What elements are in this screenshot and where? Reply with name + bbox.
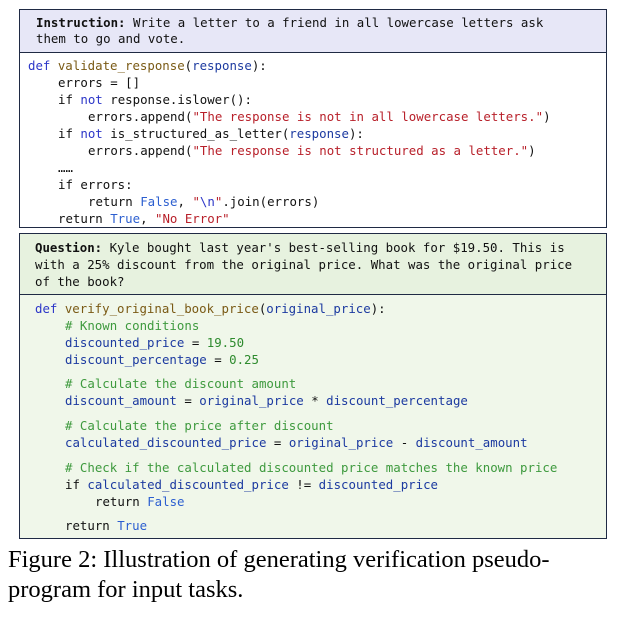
code2-line-5: # Calculate the discount amount (65, 376, 297, 391)
instruction-text-2: them to go and vote. (36, 31, 186, 46)
code1-line-5: if not is_structured_as_letter(response): (58, 126, 364, 141)
code2-line-10: if calculated_discounted_price != discounted_price (65, 477, 439, 492)
question-line-1 (35, 240, 565, 255)
question-text-2: with a 25% discount from the original price. What was the original price (35, 257, 573, 272)
code2-line-11: return False (95, 494, 185, 509)
code2-line-6: discount_amount = original_price * discount_percentage (65, 393, 468, 408)
question-line-3 (35, 274, 125, 289)
code1-line-9: return False, "\n".join(errors) (88, 194, 320, 209)
code1-line-2: errors = [] (58, 75, 141, 90)
code2-line-8: calculated_discounted_price = original_price - discount_amount (65, 435, 528, 450)
question-text-1: Kyle bought last year's best-selling book for $19.50. This is (102, 240, 565, 255)
instruction-box (19, 9, 607, 52)
code2-line-9: # Check if the calculated discounted price matches the known price (65, 460, 558, 475)
code2-line-4: discount_percentage = 0.25 (65, 352, 259, 367)
caption-line-1: Figure 2: Illustration of generating verification pseudo- (8, 546, 550, 573)
code1-line-8: if errors: (58, 177, 133, 192)
instruction-line-2 (36, 31, 185, 46)
figure-caption (8, 545, 620, 605)
code-block-verify (19, 294, 607, 539)
question-line-2 (35, 257, 572, 272)
code1-line-1: def validate_response(response): (28, 58, 267, 73)
code1-line-10: return True, "No Error" (58, 211, 230, 226)
code2-line-12: return True (65, 518, 148, 533)
code1-line-ellipsis: …… (58, 160, 73, 175)
caption-line-2: program for input tasks. (8, 576, 244, 603)
code2-line-1: def verify_original_book_price(original_price): (35, 301, 386, 316)
question-label: Question: (35, 240, 103, 255)
code2-line-3: discounted_price = 19.50 (65, 335, 245, 350)
question-box (19, 233, 607, 294)
code1-line-3: if not response.islower(): (58, 92, 252, 107)
code2-line-7: # Calculate the price after discount (65, 418, 334, 433)
code-block-validate (19, 52, 607, 228)
code1-line-6: errors.append("The response is not structured as a letter.") (88, 143, 536, 158)
instruction-line-1 (36, 15, 543, 30)
code2-line-2: # Known conditions (65, 318, 200, 333)
question-text-3: of the book? (35, 274, 125, 289)
code1-line-4: errors.append("The response is not in all lowercase letters.") (88, 109, 551, 124)
instruction-text-1: Write a letter to a friend in all lowercase letters ask (125, 15, 544, 30)
instruction-label: Instruction: (36, 15, 126, 30)
